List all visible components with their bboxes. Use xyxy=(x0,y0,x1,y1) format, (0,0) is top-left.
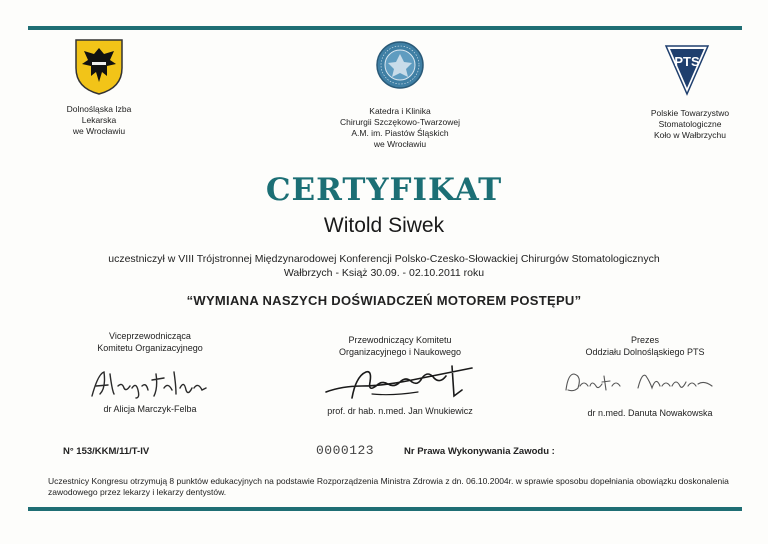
org-right-line: Koło w Wałbrzychu xyxy=(654,130,726,140)
org-left-line: we Wrocławiu xyxy=(72,126,126,136)
conference-motto: “WYMIANA NASZYCH DOŚWIADCZEŃ MOTOREM POSTĘPU” xyxy=(186,293,582,308)
serial-number: 0000123 xyxy=(316,443,375,458)
signatory-role xyxy=(555,334,735,358)
org-right xyxy=(630,108,750,141)
org-center-line: Chirurgii Szczękowo-Twarzowej xyxy=(340,117,460,127)
org-left-line: Lekarska xyxy=(81,115,117,125)
role-line: Oddziału Dolnośląskiego PTS xyxy=(585,347,705,357)
org-right-line: Polskie Towarzystwo xyxy=(650,108,730,118)
signatory-name: prof. dr hab. n.med. Jan Wnukiewicz xyxy=(327,406,473,416)
signatory-role xyxy=(320,334,480,358)
signatory-name: dr n.med. Danuta Nowakowska xyxy=(587,408,713,418)
footer-note: Uczestnicy Kongresu otrzymują 8 punktów edukacyjnych na podstawie Rozporządzenia Ministra Zdrowia z dn. 06.10.2004r. w sprawie sposobu dopełniania obowiązku doskonalenia zawodowego przez lekarzy i lekarzy dentystów. xyxy=(48,476,729,497)
org-center xyxy=(320,106,480,150)
certificate-title: CERTYFIKAT xyxy=(265,172,503,208)
certificate-description xyxy=(0,252,768,280)
eagle-coat-of-arms-icon xyxy=(74,38,124,96)
license-number-label: Nr Prawa Wykonywania Zawodu : xyxy=(404,446,555,457)
role-line: Viceprzewodnicząca xyxy=(109,331,191,341)
signature-nowakowska xyxy=(562,368,722,396)
pts-emblem-icon xyxy=(664,44,710,96)
role-line: Przewodniczący Komitetu xyxy=(348,335,452,345)
org-center-line: A.M. im. Piastów Śląskich xyxy=(351,128,449,138)
org-left-line: Dolnośląska Izba xyxy=(66,104,132,114)
description-line: uczestniczył w VIII Trójstronnej Międzynarodowej Konferencji Polsko-Czesko-Słowackiej Chirurgów Stomatologicznych xyxy=(108,253,660,265)
top-border-bar xyxy=(28,26,742,30)
org-left xyxy=(44,104,154,137)
signature-marczyk-felba xyxy=(88,368,218,402)
org-center-line: Katedra i Klinika xyxy=(369,106,431,116)
org-right-line: Stomatologiczne xyxy=(658,119,722,129)
bottom-border-bar xyxy=(28,507,742,511)
description-line: Wałbrzych - Książ 30.09. - 02.10.2011 roku xyxy=(283,267,485,279)
pts-logo-text: PTS xyxy=(674,54,700,69)
signature-wnukiewicz xyxy=(322,362,482,402)
role-line: Organizacyjnego i Naukowego xyxy=(338,347,462,357)
recipient-name: Witold Siwek xyxy=(323,214,445,237)
signatory-role xyxy=(70,330,230,354)
signatory-name: dr Alicja Marczyk-Felba xyxy=(103,404,197,414)
university-seal-icon xyxy=(375,40,425,90)
certificate-number: N° 153/KKM/11/T-IV xyxy=(63,446,150,457)
org-center-line: we Wrocławiu xyxy=(373,139,427,149)
role-line: Komitetu Organizacyjnego xyxy=(97,343,203,353)
role-line: Prezes xyxy=(630,335,659,345)
